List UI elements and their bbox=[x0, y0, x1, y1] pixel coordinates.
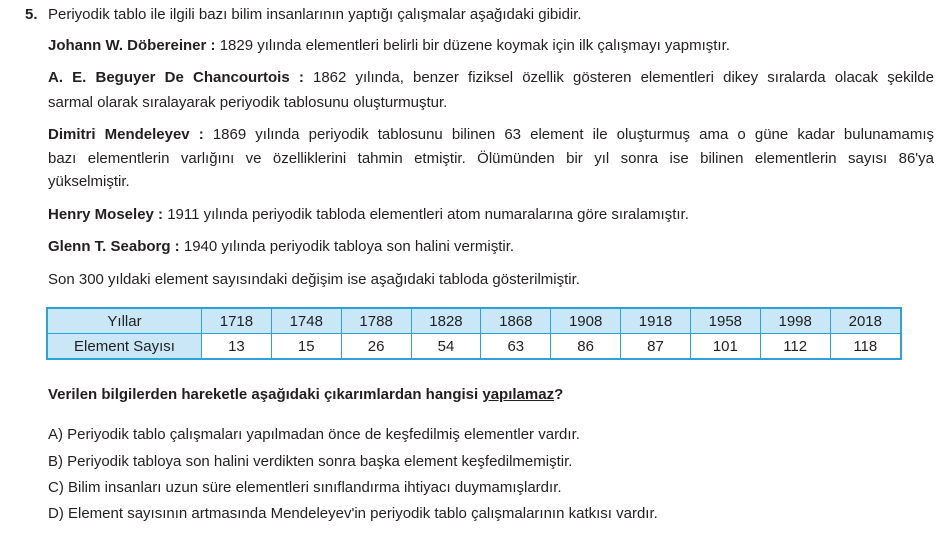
option-c[interactable]: C) Bilim insanları uzun süre elementleri sınıflandırma ihtiyacı duymamışlardır. bbox=[48, 479, 562, 496]
year-cell: 1748 bbox=[271, 308, 341, 334]
table-row-counts bbox=[47, 334, 901, 360]
count-cell: 101 bbox=[690, 334, 760, 360]
question-prompt bbox=[48, 386, 563, 404]
year-cell: 2018 bbox=[830, 308, 901, 334]
scientist-text: 1940 yılında periyodik tabloya son halini vermiştir. bbox=[183, 238, 515, 255]
prompt-emphasis: yapılamaz bbox=[482, 386, 555, 403]
question-number: 5. bbox=[25, 6, 38, 23]
count-cell: 63 bbox=[481, 334, 551, 360]
count-cell: 13 bbox=[202, 334, 272, 360]
prompt-text: Verilen bilgilerden hareketle aşağıdaki çıkarımlardan hangisi bbox=[48, 386, 483, 403]
row-label: Element Sayısı bbox=[47, 334, 202, 360]
year-cell: 1908 bbox=[551, 308, 621, 334]
year-cell: 1788 bbox=[341, 308, 411, 334]
scientist-text-cont: bazı elementlerin varlığını ve özelliklerini tahmin etmiştir. Ölümünden bir yıl sonra ise bilinen elementlerin sayısı 86'ya bbox=[48, 150, 934, 167]
scientist-name: A. E. Beguyer De Chancourtois : bbox=[48, 69, 304, 86]
scientist-mendeleyev bbox=[48, 126, 934, 144]
scientist-name: Dimitri Mendeleyev : bbox=[48, 126, 204, 143]
year-cell: 1718 bbox=[202, 308, 272, 334]
scientist-dobereiner bbox=[48, 37, 730, 55]
scientist-text-cont: sarmal olarak sıralayarak periyodik tablosunu oluşturmuştur. bbox=[48, 94, 448, 111]
table-intro: Son 300 yıldaki element sayısındaki değişim ise aşağıdaki tabloda gösterilmiştir. bbox=[48, 271, 580, 288]
scientist-moseley bbox=[48, 206, 689, 224]
option-a[interactable]: A) Periyodik tablo çalışmaları yapılmadan önce de keşfedilmiş elementler vardır. bbox=[48, 426, 580, 443]
count-cell: 15 bbox=[271, 334, 341, 360]
scientist-text-cont: yükselmiştir. bbox=[48, 173, 130, 190]
count-cell: 54 bbox=[411, 334, 481, 360]
year-cell: 1868 bbox=[481, 308, 551, 334]
count-cell: 112 bbox=[760, 334, 830, 360]
scientist-text: 1869 yılında periyodik tablosunu bilinen 63 element ile oluşturmuş ama o güne kadar bulunamamış bbox=[212, 126, 934, 143]
option-d[interactable]: D) Element sayısının artmasında Mendeleyev'in periyodik tablo çalışmalarının katkısı vardır. bbox=[48, 505, 658, 522]
year-cell: 1918 bbox=[621, 308, 691, 334]
year-cell: 1958 bbox=[690, 308, 760, 334]
table-row-years bbox=[47, 308, 901, 334]
scientist-text: 1862 yılında, benzer fiziksel özellik gösteren elementleri dikey sıralarda olacak şekilde bbox=[312, 69, 934, 86]
scientist-seaborg bbox=[48, 238, 514, 256]
scientist-chancourtois bbox=[48, 69, 934, 87]
option-b[interactable]: B) Periyodik tabloya son halini verdikten sonra başka element keşfedilmemiştir. bbox=[48, 453, 573, 470]
year-cell: 1998 bbox=[760, 308, 830, 334]
count-cell: 87 bbox=[621, 334, 691, 360]
scientist-name: Glenn T. Seaborg : bbox=[48, 238, 180, 255]
count-cell: 86 bbox=[551, 334, 621, 360]
scientist-name: Henry Moseley : bbox=[48, 206, 164, 223]
scientist-text: 1829 yılında elementleri belirli bir düzene koymak için ilk çalışmayı yapmıştır. bbox=[219, 37, 730, 54]
year-cell: 1828 bbox=[411, 308, 481, 334]
question-intro: Periyodik tablo ile ilgili bazı bilim insanlarının yaptığı çalışmalar aşağıdaki gibidir. bbox=[48, 6, 582, 23]
count-cell: 26 bbox=[341, 334, 411, 360]
count-cell: 118 bbox=[830, 334, 901, 360]
scientist-text: 1911 yılında periyodik tabloda elementleri atom numaralarına göre sıralamıştır. bbox=[167, 206, 689, 223]
scientist-name: Johann W. Döbereiner : bbox=[48, 37, 216, 54]
row-label: Yıllar bbox=[47, 308, 202, 334]
element-count-table bbox=[46, 307, 902, 360]
prompt-mark: ? bbox=[554, 386, 564, 403]
